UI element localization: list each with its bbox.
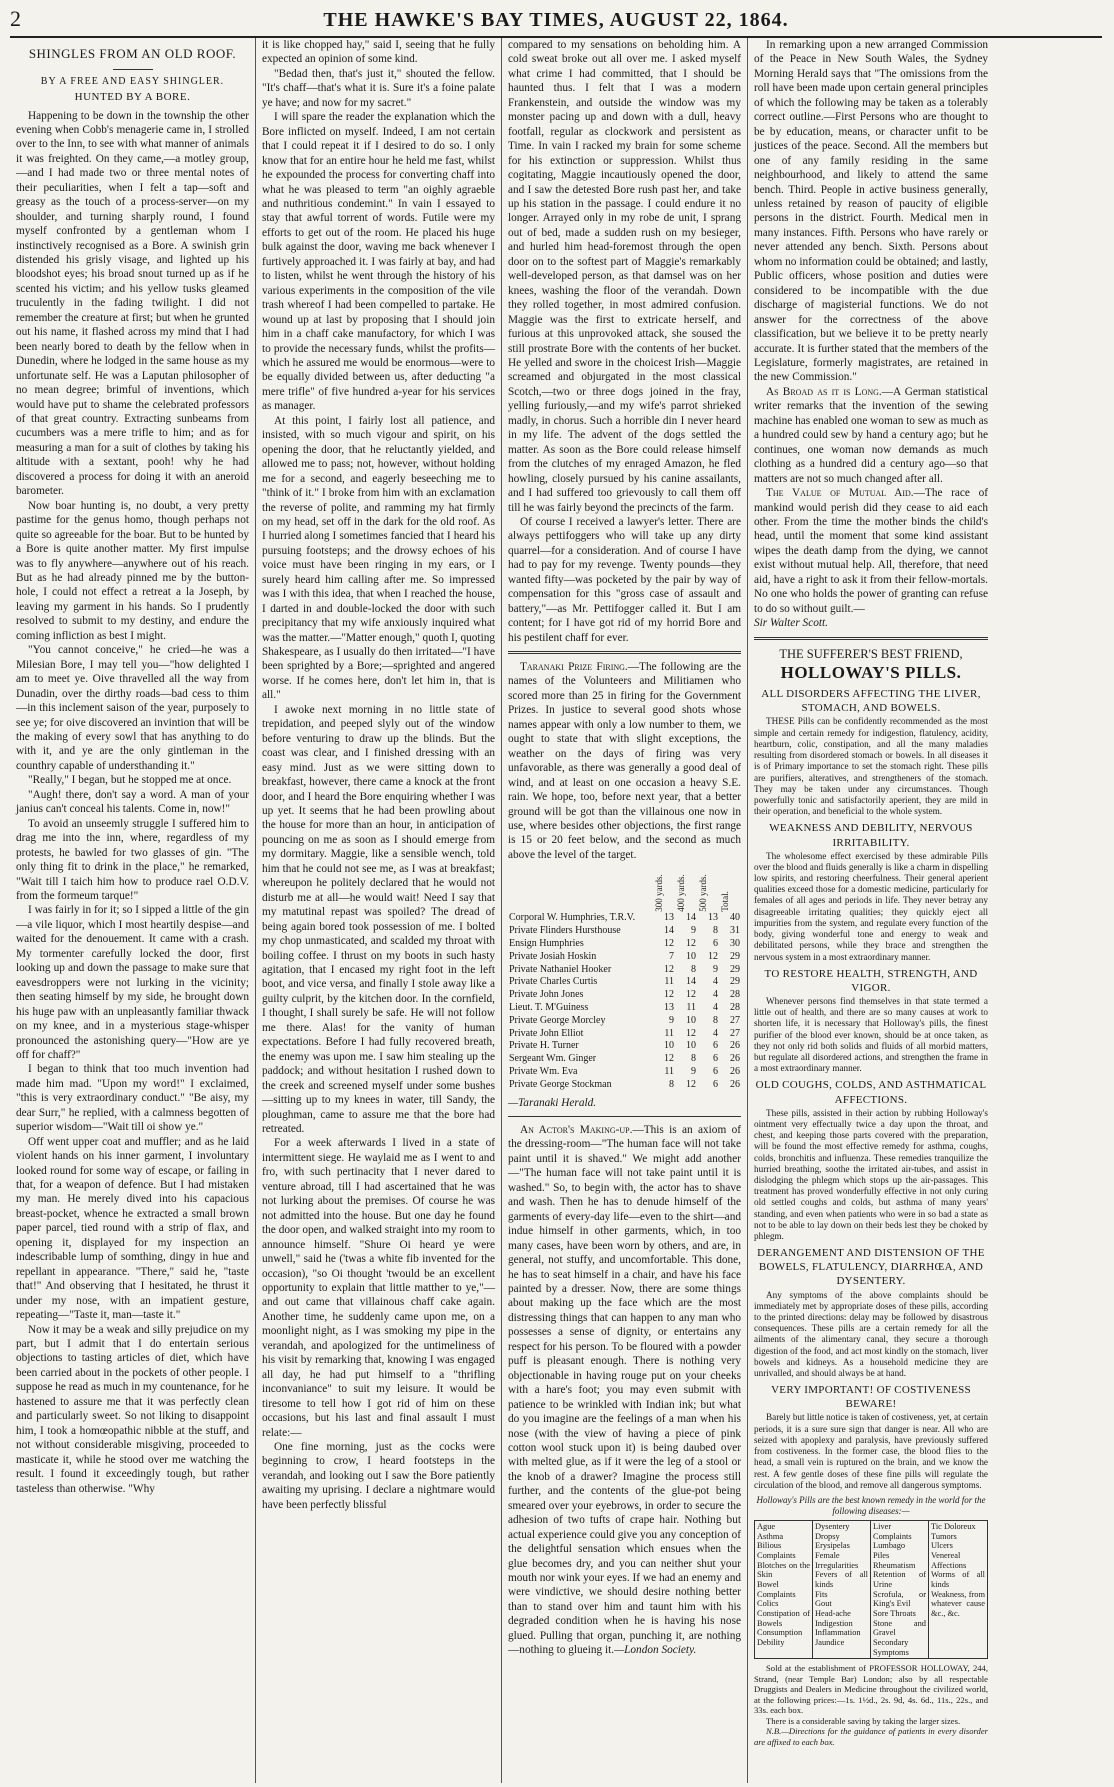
- score-name: Private Wm. Eva: [509, 1065, 578, 1077]
- ad-sold-at: Sold at the establishment of PROFESSOR HOLLOWAY, 244, Strand, (near Temple Bar) London; also by all respectable Druggists and Dealers in Medicine throughout the civilized world, at the following prices:—1s. 1½d., 2s. 9d, 4s. 6d., 11s., 22s., and 33s. each box.: [754, 1663, 988, 1716]
- table-row: [508, 989, 741, 1002]
- divider: [754, 637, 988, 640]
- ad-section-heading: TO RESTORE HEALTH, STRENGTH, AND VIGOR.: [764, 967, 978, 994]
- column-1: [10, 38, 256, 1783]
- paragraph: "You cannot conceive," he cried—he was a Milesian Bore, I may tell you—"how delighted I am to meet ye. Oive thravelled all the way from Dunadin, over the dirthy roads—bad cess to thim—in this inclement saison of the year, purposely to see ye; for oive discovered an invintion that will be the making of every sowl that has anything to do with it, and ye are the only gintleman in the counthry capable of understhanding it.": [16, 644, 249, 772]
- score-500: 12: [708, 950, 718, 962]
- score-total: 29: [730, 950, 740, 962]
- ad-section-heading: OLD COUGHS, COLDS, AND ASTHMATICAL AFFECTIONS.: [755, 1079, 987, 1106]
- score-total: 30: [730, 937, 740, 949]
- score-500: 6: [713, 1053, 718, 1065]
- score-300: 14: [664, 925, 674, 937]
- actor-paragraph: [508, 1123, 741, 1658]
- score-column-header: 500 yards.: [698, 874, 709, 912]
- ad-nb: N.B.—Directions for the guidance of patients in every disorder are affixed to each box.: [754, 1726, 988, 1747]
- table-row: [508, 964, 741, 977]
- score-name: Private Josiah Hoskin: [509, 950, 597, 962]
- column-3: [502, 38, 748, 1783]
- table-row: [508, 1028, 741, 1041]
- paragraph: To avoid an unseemly struggle I suffered him to drag me into the inn, where, regardless of my protests, he bawled for two glasses of gin. "The only thing fit to drink in the place," he remarked, "Wait till I taich him how to produce rael O.D.V. from the formeum tarque!": [16, 817, 249, 902]
- score-400: 12: [686, 1078, 696, 1090]
- ad-section-text: THESE Pills can be confidently recommended as the most simple and certain remedy for indigestion, flatulency, acidity, heartburn, colic, constipation, and all the many maladies resulting from disordered stomach or bowels. In all diseases it is of Primary importance to set the stomach right. These pills are purifiers, alteratives, and strengtheners of the stomach. They may be taken under any circumstances. Though powerfully tonic and satisfactorily aperient, they are mild in their operation, and beneficial to the whole system.: [754, 716, 988, 817]
- score-300: 13: [664, 912, 674, 924]
- score-300: 10: [664, 1040, 674, 1052]
- score-total: 26: [730, 1078, 740, 1090]
- paragraph: "Bedad then, that's just it," shouted the fellow. "It's chaff—that's what it is. Sure it's a foine palate ye have; and now for my sacret.": [262, 67, 495, 109]
- prize-firing-paragraph: [508, 660, 741, 862]
- score-name: Ensign Humphries: [509, 937, 584, 949]
- signature: Sir Walter Scott.: [754, 617, 828, 630]
- paragraph: it is like chopped hay," said I, seeing that he fully expected an opinion of some kind.: [262, 39, 495, 66]
- newspaper-title: THE HAWKE'S BAY TIMES, AUGUST 22, 1864.: [323, 9, 789, 31]
- score-300: 11: [664, 976, 674, 988]
- score-400: 12: [686, 989, 696, 1001]
- score-500: 6: [713, 1078, 718, 1090]
- ad-section-heading: ALL DISORDERS AFFECTING THE LIVER, STOMACH, AND BOWELS.: [761, 688, 981, 715]
- score-300: 12: [664, 937, 674, 949]
- score-total: 28: [730, 1001, 740, 1013]
- score-300: 7: [669, 950, 674, 962]
- divider: [113, 69, 153, 70]
- table-row: [508, 1053, 741, 1066]
- disease-list: Ague Asthma Bilious Complaints Blotches on the Skin Bowel Complaints Colics Constipation of Bowels Consumption Debility: [755, 1521, 813, 1658]
- actor-text: —This is an axiom of the dressing-room—"The human face will not take paint until it is shaved." We might add another—"The human face will not take paint until it is washed." So, to begin with, the actor has to shave and wash. Then he has to denude himself of the garments of every-day life—even to the shirt—and indue himself in other garments, which, in too many cases, have been worn by others, and are, in general, not stuffy, and uncomfortable. This done, he has to seat himself in a chair, and have his face painted by a dresser. Now, there are some things about making up the face which are the most distressing things that can happen to any man who possesses a sense of dignity, or entertains any respect for his person. To be floured with a powder puff is pleasant enough. There is nothing very objectionable in having rouge put on your cheeks with a hare's foot; you may even submit with patience to be wrinkled with Indian ink; but what do you imagine are the feelings of a man when his nose (with the view of having a piece of pink cotton wool stuck upon it) is being daubed over with melted glue, as if it were the leg of a stool or the knob of a drawer? Imagine the process still further, and the contents of the glue-pot being smeared over your eyebrows, in order to secure the adhesion of two tufts of crape hair. Nothing but actual experience could give you any conception of the delightful sensation which ensues when the glue becomes dry, and you can neither shut your mouth nor wink your eyes. If we had an enemy and were vindictive, we should desire nothing better than to stand over him and taunt him with his degraded condition when he is having his nose glued. Pulling that organ, punching it, are nothing—nothing to glueing it.: [508, 1123, 741, 1657]
- divider: [508, 651, 741, 654]
- score-total: 40: [730, 912, 740, 924]
- columns: [10, 38, 1102, 1783]
- ad-title: HOLLOWAY'S PILLS.: [780, 662, 962, 682]
- divider: [508, 1116, 741, 1117]
- score-400: 11: [686, 1001, 696, 1013]
- score-name: Private George Morcley: [509, 1014, 606, 1026]
- paragraph: At this point, I fairly lost all patience, and insisted, with so much vigour and spirit, on his opening the door, that he reluctantly yielded, and allowed me to pass; not, however, without holding me for a second, and eagerly beseeching me to "think of it." I broke from him with an exclamation the reverse of polite, and ramming my hat firmly on my head, set off in the dark for the old roof. As I hurried along I sometimes fancied that I heard his pursuing footsteps; and the drowsy echoes of his voice must have been ringing in my ears, or I surely heard him calling after me. So impressed was I with this idea, that when I reached the house, I darted in and double-locked the door with such precipitancy that my wife anxiously inquired what was the matter.—"Matter enough," quoth I, quoting Shakespeare, as I usually do then irritated—"I have been sprighted by a Bore;—sprighted and angered worse. If he comes here, don't let him in, that is all.": [262, 414, 495, 702]
- paragraph: Off went upper coat and muffler; and as he laid violent hands on his inner garment, I involuntary looked round for some way of escape, or failing in that, for a weapon of defence. But I had mistaken my man. He merely dived into his capacious breast-pocket, whence he extracted a small brown paper parcel, tied round with a strip of flax, and opening it, displayed for my inspection an indescribable lump of somthing, dingy in hue and repellant in appearance. "There," said he, "taste that!" And observing that I hesitated, he thrust it under my nose, with an impatient gesture, repeating—"Taste it, man—taste it.": [16, 1135, 249, 1322]
- ad-section-heading: DERANGEMENT AND DISTENSION OF THE BOWELS, FLATULENCY, DIARRHŒA, AND DYSENTERY.: [757, 1247, 985, 1288]
- score-column-header: Total.: [720, 890, 731, 912]
- table-row: [508, 951, 741, 964]
- score-400: 14: [686, 912, 696, 924]
- score-500: 8: [713, 925, 718, 937]
- score-500: 8: [713, 1014, 718, 1026]
- disease-grid: [754, 1520, 988, 1659]
- article-subheading: HUNTED BY A BORE.: [74, 91, 191, 104]
- score-name: Private Nathaniel Hooker: [509, 963, 612, 975]
- paragraph: I will spare the reader the explanation which the Bore inflicted on myself. Indeed, I am not certain that I could repeat it if I desired to do so. I only know that for an entire hour he held me fast, whilst he expounded the process for converting chaff into what he was pleased to term "an oighly agraeble and nuthritious condemint." In vain I essayed to stay that awful torrent of words. Futile were my efforts to get out of the room. He placed his huge bulk against the door, waving me back whenever I furtively approached it. I was fairly at bay, and had to listen, whilst he went through the history of his various experiments in the composition of the vile trash whereof I had been compelled to partake. He wound up at last by proposing that I should join him in a chaff cake manufactory, for which I was to provide the necessary funds, whilst the profits—which he assured me would be enormous—were to be equally divided between us, after deducting "a mere trifle" of five hundred a-year for his services as manager.: [262, 111, 495, 413]
- table-row: [508, 1066, 741, 1079]
- score-total: 28: [730, 989, 740, 1001]
- table-row: [508, 1079, 741, 1092]
- score-500: 4: [713, 1027, 718, 1039]
- table-row: [508, 912, 741, 925]
- table-row: [508, 938, 741, 951]
- paragraph: "Augh! there, don't say a word. A man of your janius can't conceal his talents. Come in, now!": [16, 788, 249, 816]
- paragraph-lead: The Value of Mutual Aid.: [766, 487, 914, 500]
- score-500: 4: [713, 989, 718, 1001]
- score-400: 10: [686, 1014, 696, 1026]
- prize-firing-lead: Taranaki Prize Firing.: [520, 661, 628, 674]
- score-name: Lieut. T. M'Guiness: [509, 1001, 589, 1013]
- score-500: 4: [713, 976, 718, 988]
- score-400: 14: [686, 976, 696, 988]
- paragraph: I began to think that too much invention had made him mad. "Upon my word!" I exclaimed, "this is very extraordinary conduct." "Be aisy, my dear Surr," he replied, with a calmness begotten of superior wisdom—"Wait till oi show ye.": [16, 1063, 249, 1134]
- ad-note: There is a considerable saving by taking the larger sizes.: [766, 1715, 961, 1726]
- score-name: Private John Elliot: [509, 1027, 584, 1039]
- ad-section-text: These pills, assisted in their action by rubbing Holloway's ointment very effectually twice a day upon the throat, and chest, and keeping those parts covered with the preparation, will be found the most effective remedy for asthma, coughs, colds, bronchitis and influenza. These remedies tranquilize the hurried breathing, soothe the irritated air-tubes, and assist in dislodging the phlegm which stops up the air-passages. This treatment has proved wonderfully effective in not only curing old settled coughs and colds, but asthma of many years' standing, and even when patients who were in so bad a state as not to be able to lay down on their beds lest they be choked by phlegm.: [754, 1107, 988, 1242]
- score-500: 6: [713, 1040, 718, 1052]
- score-total: 31: [730, 925, 740, 937]
- score-total: 29: [730, 963, 740, 975]
- paragraph: One fine morning, just as the cocks were beginning to crow, I heard footsteps in the verandah, and looking out I saw the Bore patiently awaiting my uprising. I declare a nightmare would have been perfectly blissful: [262, 1440, 495, 1511]
- score-500: 9: [713, 963, 718, 975]
- article-heading: SHINGLES FROM AN OLD ROOF.: [28, 46, 237, 61]
- paragraph: [754, 486, 988, 616]
- column-2: [256, 38, 502, 1783]
- score-name-header: [508, 866, 653, 912]
- paragraph: Now boar hunting is, no doubt, a very pretty pastime for the genus homo, though perhaps not quite so agreeable for the boar. But to be hunted by a Bore is quite another matter. My first impulse was to fly anywhere—anywhere out of his reach. But as he had already pinned me by the button-hole, I could not effect a retreat a la Joseph, by leaving my garment in his hands. So I prudently resolved to submit to my destiny, and endure the coming infliction as best I might.: [16, 499, 249, 642]
- ad-pretitle: THE SUFFERER'S BEST FRIEND,: [779, 646, 963, 661]
- paragraph: Now it may be a weak and silly prejudice on my part, but I admit that I do entertain serious objections to tasting articles of diet, which have been carried about in the pockets of other people. I suppose he read as much in my countenance, for he hastened to assure me that it was perfectly clean and particularly sweet. So not liking to disappoint him, I took a homœopathic nibble at the stuff, and not without considerable misgiving, proceeded to masticate it, while he stood over me watching the result. I found it exceedingly tough, but rather tasteless than otherwise. "Why: [16, 1323, 249, 1495]
- article-byline: BY A FREE AND EASY SHINGLER.: [40, 75, 225, 87]
- paragraph: "Really," I began, but he stopped me at once.: [28, 774, 232, 787]
- score-400: 8: [691, 1053, 696, 1065]
- score-400: 10: [686, 1040, 696, 1052]
- ad-section-text: The wholesome effect exercised by these admirable Pills over the blood and fluids generally is like a charm in dispelling low spirits, and restoring cheerfulness. Their general aperient qualities exceed those for a domestic medicine, particularly for females of all ages and periods in life. They never betray any disagreeable irritating qualities; they quickly eject all impurities from the system, and regulate every function of the body, giving wonderful tone and energy to weak and debilitated persons, while they brace and strengthen the nervous system in a most extraordinary manner.: [754, 850, 988, 962]
- score-300: 11: [664, 1027, 674, 1039]
- paragraph-text: —The race of mankind would perish did they cease to aid each other. From the time the mother binds the child's head, until the moment that some kind assistant wipes the death damp from the dying, we cannot exist without mutual help. All, therefore, that need aid, have a right to ask it from their fellow-mortals. No one who holds the power of granting can refuse to do so without guilt.—: [754, 487, 988, 615]
- table-row: [508, 925, 741, 938]
- score-300: 8: [669, 1078, 674, 1090]
- score-300: 11: [664, 1065, 674, 1077]
- score-table-header: [508, 866, 741, 912]
- disease-list: Tic Doloreux Tumors Ulcers Venereal Affections Worms of all kinds Weakness, from whatever cause &c., &c.: [931, 1521, 985, 1618]
- score-300: 12: [664, 963, 674, 975]
- table-row: [508, 1015, 741, 1028]
- ad-section-heading: WEAKNESS AND DEBILITY, NERVOUS IRRITABILITY.: [769, 822, 973, 849]
- score-column-header: 400 yards.: [676, 874, 687, 912]
- column-4: [748, 38, 994, 1783]
- actor-lead: An Actor's Making-up.: [520, 1123, 633, 1136]
- score-total: 26: [730, 1065, 740, 1077]
- paragraph: [754, 385, 988, 486]
- source-credit: —London Society.: [614, 1644, 697, 1657]
- paragraph: compared to my sensations on beholding him. A cold sweat broke out all over me. I asked myself what crime I had committed, that I should be haunted thus. I felt that I was a modern Frankenstein, and outside the window was my monster pacing up and down with a dull, heavy footfall, regular as clockwork and persistent as Time. In vain I racked my brain for some scheme for his extinction or suppression. Whilst thus cogitating, Maggie incautiously opened the door, and I saw the detested Bore rush past her, and take up his station in the passage. I could endure it no longer. Arrayed only in my robe de unit, I sprang out of bed, made a sudden rush on my besieger, and hurled him head-foremost through the open door on to the softest part of Maggie's remarkably well-developed person, as that damsel was on her knees, washing the floor of the verandah. Down they rolled together, in most admired confusion. Maggie was the first to extricate herself, and furious at this unprovoked attack, she soused the still prostrate Bore with the contents of her bucket. He yelled and swore in the choicest Irish—Maggie screamed and objurgated in the most classical Scotch,—two or three dogs joined in the fray, yelling furiously,—and my wife's parrot shrieked madly, in chorus. Such a horrible din I never heard in my life. The advent of the dogs settled the matter. As soon as the Bore could release himself from the clutches of my enraged Amazon, he fled howling, closely pursued by his canine assailants, and I had suffered too grievously to call them off till he was fairly beyond the precincts of the farm.: [508, 39, 741, 514]
- ad-section-text: Barely but little notice is taken of costiveness, yet, at certain periods, it is a sure sure sign that danger is near. All who are seized with apoplexy and paralysis, have previously suffered from costiveness. In the former case, the blood flies to the head, a small vein is ruptured on the brain, and we know the rest. A few gentle doses of these fine pills will regulate the circulation of the blood, and remove all dangerous symptoms.: [754, 1412, 988, 1490]
- table-row: [508, 1040, 741, 1053]
- paragraph: I was fairly in for it; so I sipped a little of the gin—a vile liquor, which I most heartily despise—and waited for the denouement. It came with a crash. My tormenter carefully locked the door, first looking up and down the passage to make sure that eavesdroppers were not lurking in the vicinity; then seating himself by my side, he brought down his huge paw with an unpleasantly familiar thwack on my knee, and in a mysterious stage-whisper pronounced the astonishing query—"How are ye off for chaff?": [16, 904, 249, 1061]
- score-300: 12: [664, 1053, 674, 1065]
- page-number: 2: [10, 6, 21, 31]
- score-400: 12: [686, 1027, 696, 1039]
- score-500: 13: [708, 912, 718, 924]
- score-total: 27: [730, 1027, 740, 1039]
- score-400: 8: [691, 963, 696, 975]
- source-credit: —Taranaki Herald.: [508, 1096, 597, 1109]
- paragraph: Of course I received a lawyer's letter. There are always pettifoggers who will take up any dirty quarrel—for a consideration. And of course I have had to pay for my revenge. Twenty pounds—they wanted fifty—was pocketed by the pair by way of compensation for this "gross case of assault and battery,"—as Mr. Pettifogger called it. But I am content; for I have got rid of my horrid Bore and his pestilent chaff for ever.: [508, 515, 741, 644]
- score-500: 4: [713, 1001, 718, 1013]
- paragraph: Happening to be down in the township the other evening when Cobb's menagerie came in, I strolled over to the Inn, to see with what manner of animals it was freighted. On they came,—a motley group,—and I had made two or three mental notes of their peculiarities, when I felt a tap—soft and greasy as the touch of a process-server—on my shoulder, and turning sharply round, I found myself confronted by a gentleman whom I instinctively recognised as a Bore. A swinish grin distended his grisly visage, and lighted up his bloodshot eyes; his broad snout turned up as if he scented his victim; and his yellow tusks gleamed truculently in the fading twilight. I did not remember the creature at first; but when he grunted out his name, it flashed across my mind that I had been nearly bored to death by the fellow when in Dunedin, where he lodged in the same house as my unfortunate self. He was a Laputan philosopher of no mean degree; brimful of inventions, which would have put to shame the celebrated professors of that great country. Extracting sunbeams from cucumbers was a mere trifle to him; and as for measuring a man for a suit of clothes by taking his altitude with a sextant, pooh! why he had discovered a process for doing it with an aneroid barometer.: [16, 109, 249, 498]
- score-total: 29: [730, 976, 740, 988]
- ad-section-heading: VERY IMPORTANT! OF COSTIVENESS BEWARE!: [771, 1384, 971, 1411]
- score-400: 9: [691, 1065, 696, 1077]
- score-table: [508, 866, 741, 1091]
- score-name: Private John Jones: [509, 989, 584, 1001]
- score-300: 12: [664, 989, 674, 1001]
- masthead: [10, 6, 1102, 38]
- paragraph: For a week afterwards I lived in a state of intermittent siege. He waylaid me as I went to and fro, with such pertinacity that I never dared to venture abroad, till I had ascertained that he was not lurking about the premises. Of course he was not admitted into the house. But one day he found the door open, and walked straight into my room to announce himself. "Shure Oi heard ye were unwell," said he ('twas a white fib invented for the occasion), "so Oi thought 'twould be an excellent opportunity to explain that little matther to ye,"—and out came that villainous chaff cake again. Another time, he suddenly came upon me, on a moonlight night, as I was smoking my pipe in the verandah, and apologized for the untimeliness of his visit by remarking that, knowing I was engaged all day, he had put himself to a "thrifling inconvaniance" to suit my leisure. It would be tiresome to tell how I got rid of him on these occasions, but his last and final assault I must relate:—: [262, 1137, 495, 1439]
- score-name: Sergeant Wm. Ginger: [509, 1053, 597, 1065]
- paragraph: In remarking upon a new arranged Commission of the Peace in New South Wales, the Sydney Morning Herald says that "The omissions from the roll have been made upon certain general principles of which the following may be taken as a tolerably correct outline.—First Persons who are thought to be by education, means, or character unfit to be justices of the peace. Second. All the members but one of any family residing in the same neighbourhood, and likely to attend the same bench. Third. People in active business generally, unless retained by reason of paucity of eligible persons in the district. Fourth. Medical men in many instances. Fifth. Persons who have rarely or never attended any bench. Sixth. Persons about whom no information could be obtained; and lastly, Public officers, whose position and duties were considered to be incompatible with the due discharge of magisterial functions. We do not answer for the correctness of the above classification, but we believe it to be pretty nearly accurate. It is further stated that the members of the Legislature, formerly magistrates, are retained in the new Commission.": [754, 39, 988, 384]
- score-name: Private Flinders Hursthouse: [509, 925, 621, 937]
- ad-disease-legend: Holloway's Pills are the best known remedy in the world for the following diseases:—: [756, 1494, 986, 1517]
- prize-firing-text: —The following are the names of the Volunteers and Militiamen who scored more than 25 in firing for the Government Prizes. In justice to several good shots whose names appear with only a low number to them, we ought to state that with slight exceptions, the weather on the days of firing was very unfavorable, as there was generally a good deal of wind, and at least on one occasion a heavy S.E. rain. We hope, too, before next year, that a better ground will be got than the villainous one now in use, where besides other objections, the first range is 15 or 20 feet below, and the second as much above the level of the target.: [508, 661, 741, 861]
- score-name: Private Charles Curtis: [509, 976, 598, 988]
- score-table-body: [508, 912, 741, 1091]
- paragraph-text: —A German statistical writer remarks that the invention of the sewing machine has enabled one woman to sew as much as a hundred could sew by hand a century ago; but he continues, one woman now demands as much clothing as a hundred did a century ago—so that matters are not so much changed after all.: [754, 385, 989, 485]
- score-total: 27: [730, 1014, 740, 1026]
- disease-list: Liver Complaints Lumbago Piles Rheumatism Retention of Urine Scrofula, or King's Evil Sore Throats Stone and Gravel Secondary Symptoms: [871, 1521, 929, 1658]
- ad-section-text: Any symptoms of the above complaints should be immediately met by appropriate doses of these pills, according to the printed directions: delay may be followed by disastrous consequences. These pills are a certain remedy for all the ailments of the alimentary canal, they secure a thorough digestion of the food, and act most kindly on the stomach, liver bowels and kidneys. As a household medicine they are unrivalled, and should always be at hand.: [754, 1289, 988, 1379]
- score-400: 12: [686, 937, 696, 949]
- score-400: 10: [686, 950, 696, 962]
- table-row: [508, 976, 741, 989]
- score-name: Private George Stockman: [509, 1078, 612, 1090]
- score-name: Private H. Turner: [509, 1040, 579, 1052]
- holloway-advertisement: [754, 646, 988, 1747]
- score-300: 13: [664, 1001, 674, 1013]
- score-total: 26: [730, 1040, 740, 1052]
- table-row: [508, 1002, 741, 1015]
- score-column-header: 300 yards.: [654, 874, 665, 912]
- disease-list: Dysentery Dropsy Erysipelas Female Irregularities Fevers of all kinds Fits Gout Head-ache Indigestion Inflammation Jaundice: [813, 1521, 871, 1658]
- score-500: 6: [713, 937, 718, 949]
- paragraph-lead: As Broad as it is Long.: [766, 385, 882, 398]
- ad-section-text: Whenever persons find themselves in that state termed a little out of health, and there are so many causes at work to shorten life, it is necessary that Holloway's pills, the finest purifier of the blood ever known, should be at once taken, as they not only rid both solids and fluids of all morbid matters, but regulate all disordered actions, and strengthen the frame in a most extraordinary manner.: [754, 995, 988, 1074]
- score-300: 9: [669, 1014, 674, 1026]
- paragraph: I awoke next morning in no little state of trepidation, and peeped slyly out of the window before venturing to draw up the blinds. But the coast was clear, and I finished dressing with an easy mind. Just as we were sitting down to breakfast, however, there came a knock at the front door, and I heard the Bore enquiring whether I was up yet. It seems that he had been prowling about the house for more than an hour, in anticipation of pouncing on me as soon as I should emerge from my dormitary. Maggie, like a sensible wench, told him that he could not see me, as I was at breakfast; whereupon he politely declared that he would not disturb me at all—he would wait! Need I say that my matutinal repast was spoiled? The dread of being again bored took possession of me. I bolted my chop unmasticated, and scalded my throat with boiling coffee. I thrust on my boots in such hasty agitation, that I encased my right foot in the left boot, and vice versa, and finally I stole away like a guilty culprit, by the kitchen door. In the cornfield, I thought, I shall surely be safe. He will not follow me there. Alas! for the vanity of human expectations. Before I had fully recovered breath, the enemy was upon me. I saw him stealing up the paddock; and without hesitation I rushed down to the creek and screened myself under some bushes—sitting up to my knees in water, till Sandy, the ploughman, came to assure me that the bore had retreated.: [262, 703, 495, 1135]
- score-total: 26: [730, 1053, 740, 1065]
- score-400: 9: [691, 925, 696, 937]
- score-name: Corporal W. Humphries, T.R.V.: [509, 912, 636, 924]
- ad-sections: [754, 687, 988, 1491]
- score-500: 6: [713, 1065, 718, 1077]
